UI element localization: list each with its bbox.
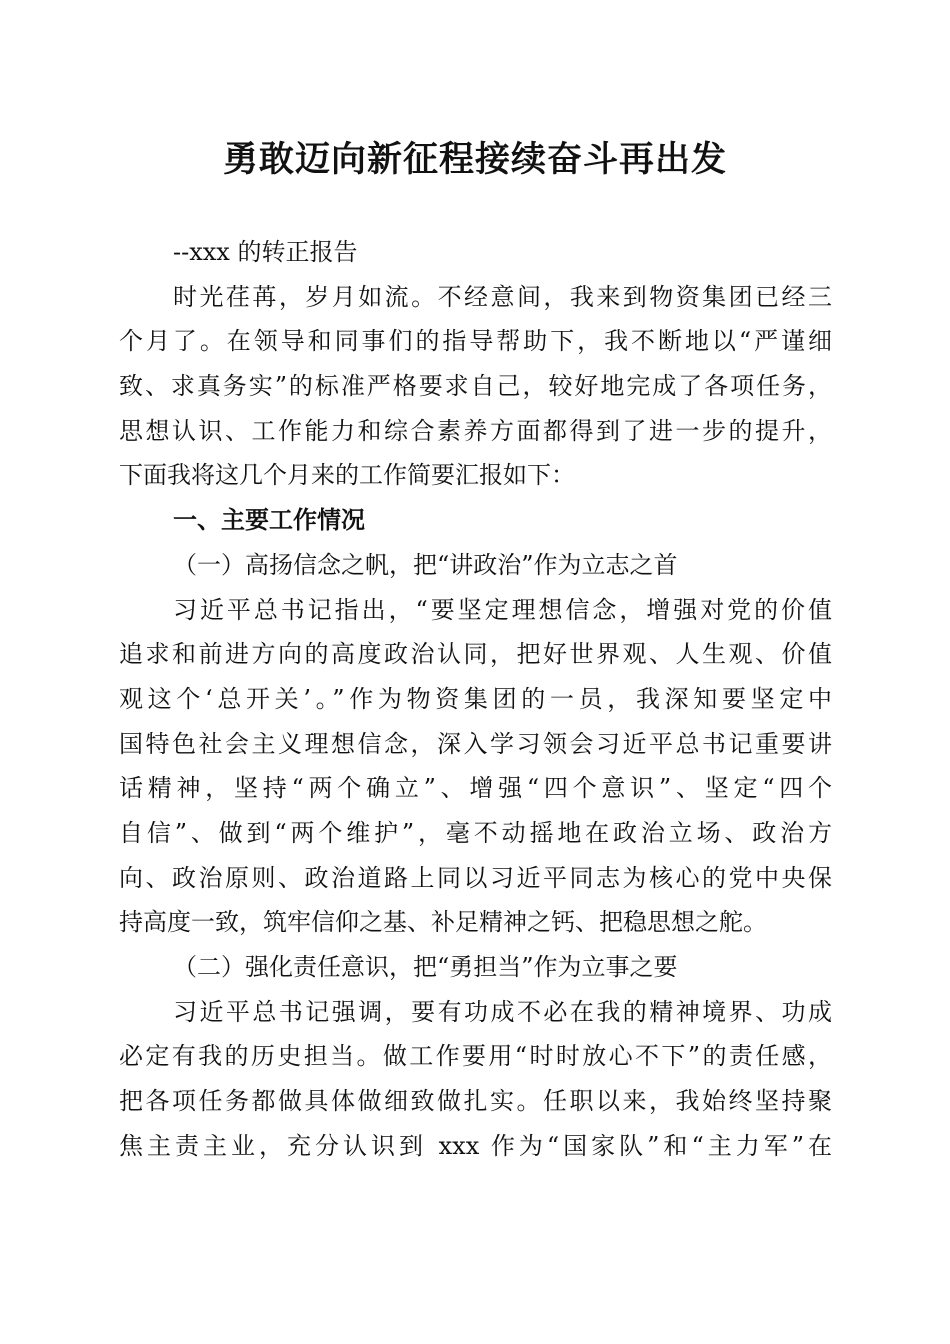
- text-line: 必定有我的历史担当。做工作要用“时时放心不下”的责任感，: [119, 1042, 832, 1071]
- document-title: 勇敢迈向新征程接续奋斗再出发: [222, 139, 727, 180]
- text-line: 时光荏苒，岁月如流。不经意间，我来到物资集团已经三: [173, 282, 832, 311]
- body-paragraph: [119, 588, 832, 946]
- text-line: 话精神，坚持“两个确立”、增强“四个意识”、坚定“四个: [119, 774, 832, 803]
- heading1-paragraph: [119, 498, 832, 543]
- text-line: 向、政治原则、政治道路上同以习近平同志为核心的党中央保: [119, 863, 832, 892]
- heading2-paragraph: [119, 945, 832, 990]
- text-line: --xxx 的转正报告: [173, 238, 358, 266]
- heading2-paragraph: [119, 543, 832, 588]
- text-line: 追求和前进方向的高度政治认同，把好世界观、人生观、价值: [119, 640, 832, 669]
- text-line: 下面我将这几个月来的工作简要汇报如下：: [119, 461, 575, 490]
- text-line: 把各项任务都做具体做细致做扎实。任职以来，我始终坚持聚: [119, 1087, 832, 1116]
- subtitle-paragraph: [119, 230, 832, 275]
- text-line: 自信”、做到“两个维护”，毫不动摇地在政治立场、政治方: [119, 818, 832, 847]
- text-line: 国特色社会主义理想信念，深入学习领会习近平总书记重要讲: [119, 729, 832, 758]
- text-line: 习近平总书记强调，要有功成不必在我的精神境界、功成: [173, 997, 832, 1026]
- text-line: 一、主要工作情况: [173, 505, 365, 535]
- text-line: 思想认识、工作能力和综合素养方面都得到了进一步的提升，: [119, 416, 832, 445]
- text-line: （一）高扬信念之帆，把“讲政治”作为立志之首: [173, 550, 678, 579]
- text-line: 观这个‘总开关’。”作为物资集团的一员，我深知要坚定中: [119, 684, 832, 713]
- text-line: 个月了。在领导和同事们的指导帮助下，我不断地以“严谨细: [119, 327, 832, 356]
- text-line: 焦主责主业，充分认识到 xxx 作为“国家队”和“主力军”在: [119, 1131, 832, 1160]
- text-line: 持高度一致，筑牢信仰之基、补足精神之钙、把稳思想之舵。: [119, 908, 767, 937]
- document-body: [119, 230, 832, 1168]
- body-paragraph: [119, 275, 832, 498]
- body-paragraph: [119, 990, 832, 1169]
- text-line: 致、求真务实”的标准严格要求自己，较好地完成了各项任务，: [119, 372, 832, 401]
- text-line: 习近平总书记指出，“要坚定理想信念，增强对党的价值: [173, 595, 832, 624]
- text-line: （二）强化责任意识，把“勇担当”作为立事之要: [173, 953, 678, 981]
